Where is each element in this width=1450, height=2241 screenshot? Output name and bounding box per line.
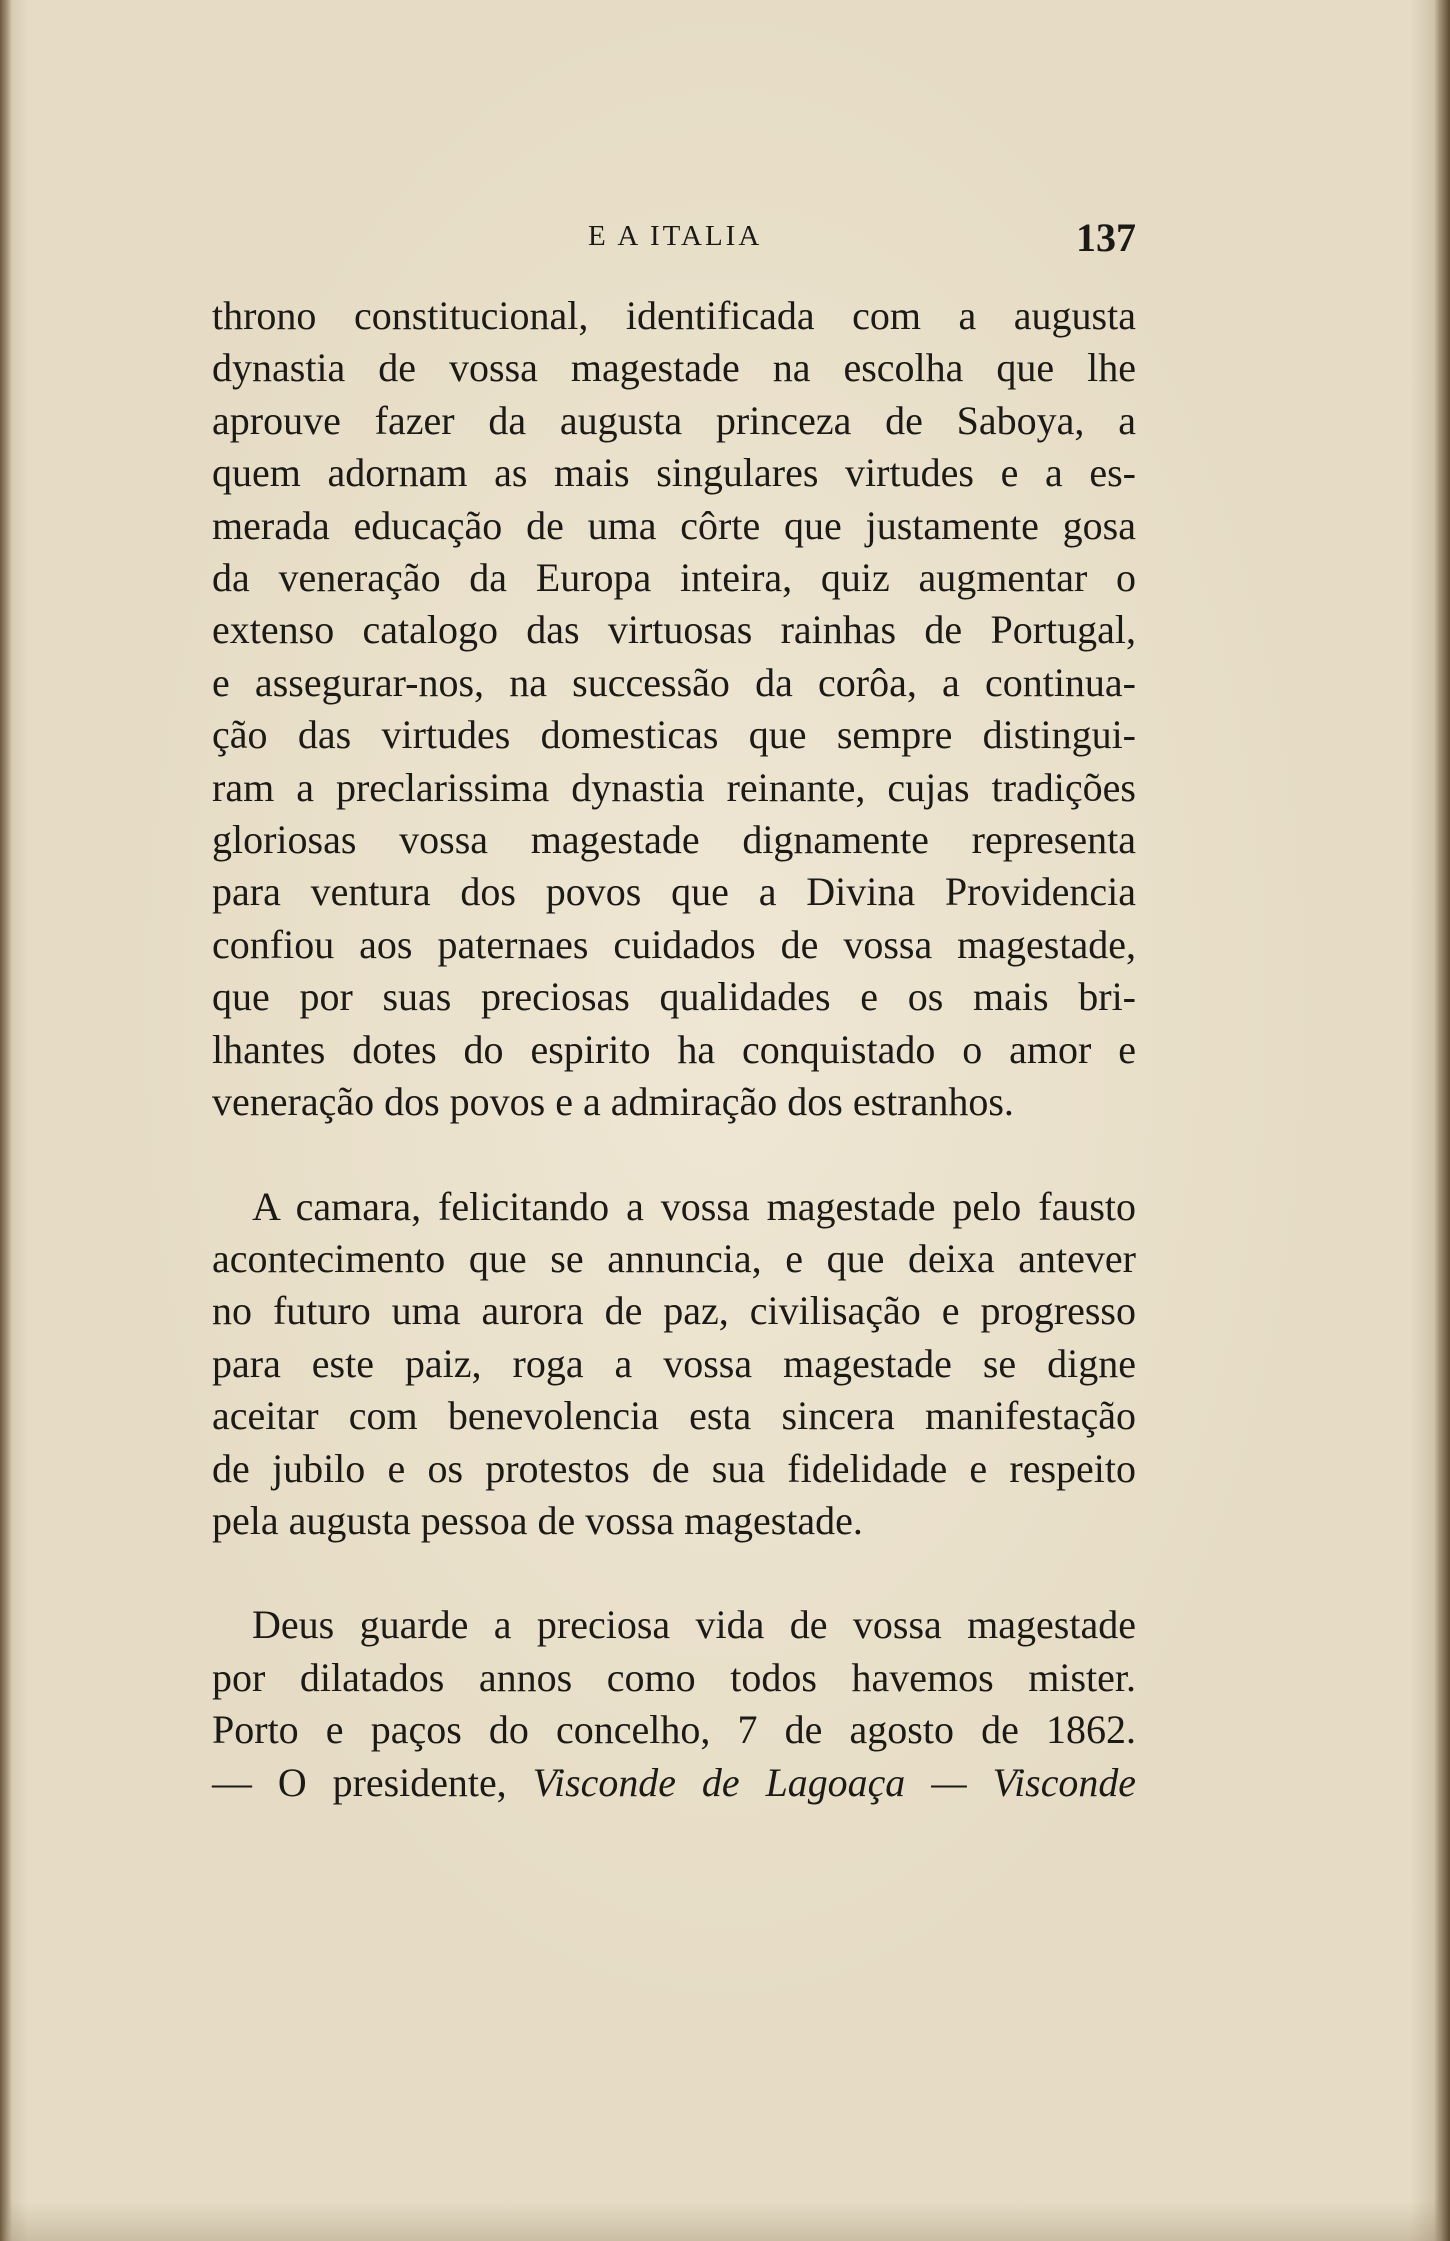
text-line: pela augusta pessoa de vossa magestade. [212,1497,863,1543]
text-line: aceitar com benevolencia esta sincera manifestação [212,1393,1136,1439]
text-line: lhantes dotes do espirito ha conquistado o amor e [212,1026,1136,1072]
paragraph-3 [212,1599,1136,1809]
text-line: para este paiz, roga a vossa magestade se digne [212,1340,1136,1386]
text-line: de jubilo e os protestos de sua fidelidade e respeito [212,1445,1136,1491]
signature-prefix: — O presidente, [212,1759,507,1805]
signature-line [212,1757,1136,1809]
text-line: acontecimento que se annuncia, e que deixa antever [212,1235,1136,1281]
text-line: confiou aos paternaes cuidados de vossa magestade, [212,921,1136,967]
paragraph-2 [212,1181,1136,1548]
text-line: extenso catalogo das virtuosas rainhas de Portugal, [212,607,1136,653]
page-number: 137 [1076,215,1136,260]
text-line: aprouve fazer da augusta princeza de Saboya, a [212,397,1136,443]
paragraph-1 [212,290,1136,1129]
body-text [212,290,1136,1809]
text-line: no futuro uma aurora de paz, civilisação e progresso [212,1288,1136,1334]
text-line: quem adornam as mais singulares virtudes e a es- [212,450,1136,496]
page-edge-right [1434,0,1450,2241]
text-line: dynastia de vossa magestade na escolha que lhe [212,345,1136,391]
text-line: da veneração da Europa inteira, quiz augmentar o [212,555,1136,601]
text-line: que por suas preciosas qualidades e os mais bri- [212,974,1136,1020]
text-line: por dilatados annos como todos havemos mister. [212,1654,1136,1700]
text-line: A camara, felicitando a vossa magestade pelo fausto [252,1183,1136,1229]
text-line: Deus guarde a preciosa vida de vossa magestade [252,1602,1136,1648]
text-line: Porto e paços do concelho, 7 de agosto de 1862. [212,1707,1136,1753]
text-line: para ventura dos povos que a Divina Providencia [212,869,1136,915]
text-line: veneração dos povos e a admiração dos estranhos. [212,1079,1014,1125]
text-line: ção das virtudes domesticas que sempre distingui- [212,712,1136,758]
running-title: E A ITALIA [588,220,763,252]
running-head [212,214,1136,264]
page-edge-left [0,0,12,2241]
text-line: gloriosas vossa magestade dignamente representa [212,817,1136,863]
text-line: ram a preclarissima dynastia reinante, cujas tradições [212,764,1136,810]
signature-names: Visconde de Lagoaça — Visconde [532,1759,1136,1805]
text-line: throno constitucional, identificada com a augusta [212,293,1136,338]
text-line: merada educação de uma côrte que justamente gosa [212,502,1136,548]
text-line: e assegurar-nos, na successão da corôa, a continua- [212,659,1136,705]
